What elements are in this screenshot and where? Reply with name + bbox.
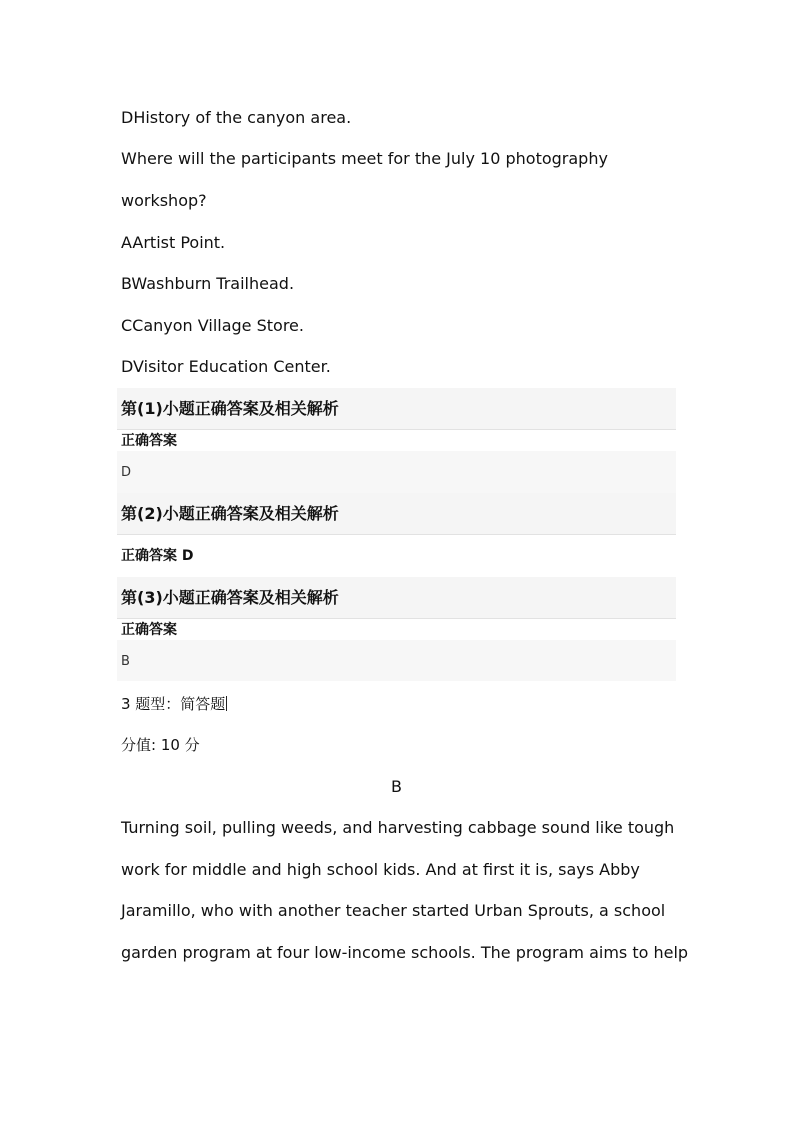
answer-3-header: 第(3)小题正确答案及相关解析: [121, 588, 339, 607]
option-b: BWashburn Trailhead.: [121, 274, 295, 293]
answer-1-header: 第(1)小题正确答案及相关解析: [121, 399, 339, 418]
answer-3-value-band: [117, 640, 676, 681]
question-text-line2: workshop?: [121, 191, 207, 210]
answer-1-label: 正确答案: [121, 433, 177, 449]
passage-line: Jaramillo, who with another teacher started Urban Sprouts, a school: [121, 901, 666, 920]
passage-line: garden program at four low-income schools. The program aims to help: [121, 943, 689, 962]
passage-heading: B: [391, 777, 402, 796]
option-d: DVisitor Education Center.: [121, 357, 331, 376]
question-type-text: 3 题型：简答题: [121, 695, 226, 713]
question-type: [121, 694, 227, 714]
divider: [117, 429, 676, 430]
text-cursor: [226, 696, 227, 711]
answer-2-header: 第(2)小题正确答案及相关解析: [121, 504, 339, 523]
option-a: AArtist Point.: [121, 233, 226, 252]
answer-2-label: 正确答案 D: [121, 548, 194, 564]
question-text-line1: Where will the participants meet for the July 10 photography: [121, 149, 608, 168]
answer-3-label: 正确答案: [121, 622, 177, 638]
answer-1-value-band: [117, 451, 676, 493]
answer-1-value: D: [121, 465, 132, 480]
divider: [117, 618, 676, 619]
option-d-previous: DHistory of the canyon area.: [121, 108, 352, 127]
passage-line: work for middle and high school kids. And at first it is, says Abby: [121, 860, 640, 879]
answer-3-value: B: [121, 654, 130, 669]
score: 分值: 10 分: [121, 736, 200, 754]
passage-line: Turning soil, pulling weeds, and harvesting cabbage sound like tough: [121, 818, 675, 837]
divider: [117, 534, 676, 535]
option-c: CCanyon Village Store.: [121, 316, 304, 335]
